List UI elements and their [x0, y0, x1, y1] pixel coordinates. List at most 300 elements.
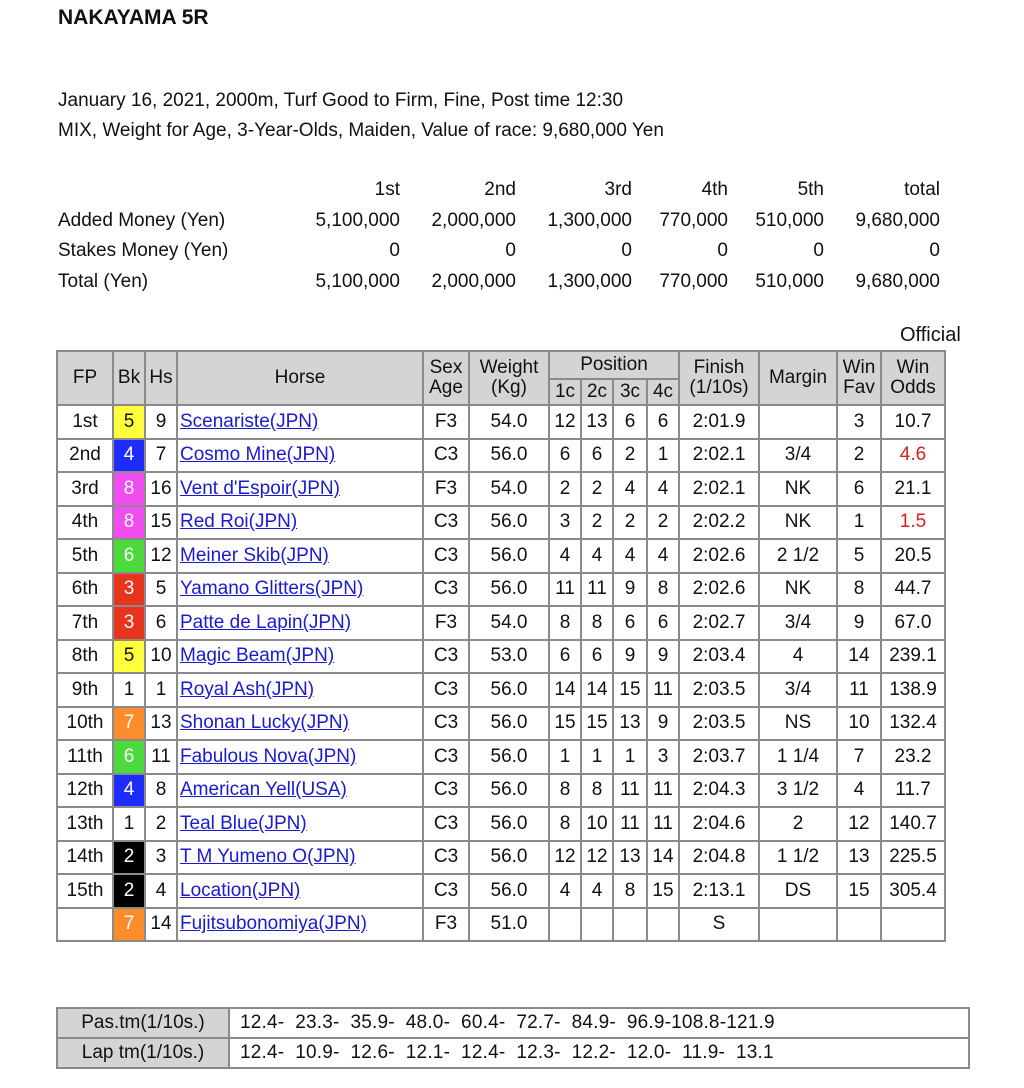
- corner-1: 12: [549, 841, 581, 875]
- win-favorite: 6: [837, 472, 881, 506]
- official-label: Official: [900, 324, 961, 346]
- table-row: [57, 707, 945, 741]
- weight: 54.0: [469, 606, 549, 640]
- header-corner-3: 3c: [613, 379, 647, 405]
- sex-age: F3: [423, 908, 469, 942]
- table-row: [57, 573, 945, 607]
- weight: 54.0: [469, 405, 549, 439]
- margin: 2 1/2: [759, 539, 837, 573]
- win-favorite: 13: [837, 841, 881, 875]
- margin: 3/4: [759, 439, 837, 473]
- win-odds: 10.7: [881, 405, 945, 439]
- sex-age: C3: [423, 640, 469, 674]
- horse-name: [177, 405, 423, 439]
- bracket-number: 4: [113, 774, 145, 808]
- win-odds: 132.4: [881, 707, 945, 741]
- header-corner-1: 1c: [549, 379, 581, 405]
- horse-link[interactable]: Shonan Lucky(JPN): [180, 712, 349, 734]
- finish-time: 2:02.6: [679, 573, 759, 607]
- weight: 54.0: [469, 472, 549, 506]
- bracket-number: 7: [113, 908, 145, 942]
- table-row: [57, 874, 945, 908]
- corner-1: 4: [549, 874, 581, 908]
- bracket-number: 1: [113, 673, 145, 707]
- prize-row-label: Stakes Money (Yen): [58, 240, 229, 262]
- corner-2: 4: [581, 539, 613, 573]
- win-favorite: 8: [837, 573, 881, 607]
- table-row: [57, 774, 945, 808]
- prize-header-4th: 4th: [701, 179, 728, 201]
- horse-number: 5: [145, 573, 177, 607]
- finish-time: S: [679, 908, 759, 942]
- weight: 56.0: [469, 774, 549, 808]
- header-horse-number: Hs: [145, 351, 177, 405]
- finish-position: 11th: [57, 740, 113, 774]
- header-bracket: Bk: [113, 351, 145, 405]
- corner-4: 15: [647, 874, 679, 908]
- prize-row-total: [56, 267, 940, 298]
- prize-header-total: total: [904, 179, 940, 201]
- prize-value: 0: [389, 240, 400, 262]
- corner-4: 4: [647, 539, 679, 573]
- win-favorite: 9: [837, 606, 881, 640]
- corner-4: 11: [647, 774, 679, 808]
- margin: 4: [759, 640, 837, 674]
- prize-value: 9,680,000: [855, 209, 940, 231]
- win-favorite: 10: [837, 707, 881, 741]
- horse-link[interactable]: T M Yumeno O(JPN): [180, 846, 356, 868]
- corner-2: 11: [581, 573, 613, 607]
- finish-time: 2:03.4: [679, 640, 759, 674]
- corner-4: 6: [647, 606, 679, 640]
- sex-age: C3: [423, 506, 469, 540]
- finish-position: 15th: [57, 874, 113, 908]
- sex-age: C3: [423, 539, 469, 573]
- corner-2: 10: [581, 807, 613, 841]
- weight: 56.0: [469, 506, 549, 540]
- corner-2: 2: [581, 472, 613, 506]
- weight: 56.0: [469, 841, 549, 875]
- win-favorite: [837, 908, 881, 942]
- margin: 3/4: [759, 606, 837, 640]
- win-favorite: 7: [837, 740, 881, 774]
- corner-3: 2: [613, 439, 647, 473]
- finish-position: 3rd: [57, 472, 113, 506]
- win-favorite: 1: [837, 506, 881, 540]
- sex-age: F3: [423, 472, 469, 506]
- sex-age: F3: [423, 606, 469, 640]
- horse-name: [177, 673, 423, 707]
- table-row: [57, 606, 945, 640]
- corner-3: 13: [613, 841, 647, 875]
- prize-value: 1,300,000: [547, 209, 632, 231]
- horse-name: [177, 439, 423, 473]
- win-odds: 1.5: [881, 506, 945, 540]
- margin: 3/4: [759, 673, 837, 707]
- margin: NK: [759, 506, 837, 540]
- prize-header-blank: [56, 175, 294, 206]
- corner-2: 6: [581, 439, 613, 473]
- sex-age: C3: [423, 874, 469, 908]
- margin: 1 1/4: [759, 740, 837, 774]
- corner-3: 9: [613, 573, 647, 607]
- bracket-number: 3: [113, 573, 145, 607]
- horse-link[interactable]: American Yell(USA): [180, 779, 347, 801]
- results-body: [57, 405, 945, 941]
- prize-header-3rd: 3rd: [604, 179, 632, 201]
- header-win-odds: Win Odds: [881, 351, 945, 405]
- corner-1: 4: [549, 539, 581, 573]
- lap-times-table: [56, 1007, 970, 1069]
- prize-header-1st: 1st: [374, 179, 400, 201]
- horse-link[interactable]: Teal Blue(JPN): [180, 812, 307, 834]
- prize-value: 5,100,000: [315, 209, 400, 231]
- horse-name: [177, 874, 423, 908]
- finish-position: [57, 908, 113, 942]
- finish-time: 2:02.1: [679, 439, 759, 473]
- prize-header-5th: 5th: [797, 179, 824, 201]
- corner-4: 1: [647, 439, 679, 473]
- corner-1: 8: [549, 774, 581, 808]
- finish-position: 5th: [57, 539, 113, 573]
- finish-time: 2:02.7: [679, 606, 759, 640]
- finish-position: 1st: [57, 405, 113, 439]
- bracket-number: 5: [113, 405, 145, 439]
- horse-name: [177, 573, 423, 607]
- bracket-number: 1: [113, 807, 145, 841]
- sex-age: C3: [423, 807, 469, 841]
- prize-row-label: Added Money (Yen): [58, 209, 226, 231]
- weight: 56.0: [469, 740, 549, 774]
- horse-name: [177, 807, 423, 841]
- finish-time: 2:03.5: [679, 673, 759, 707]
- finish-time: 2:02.6: [679, 539, 759, 573]
- page-title: NAKAYAMA 5R: [58, 6, 209, 29]
- prize-value: 9,680,000: [855, 270, 940, 292]
- horse-number: 6: [145, 606, 177, 640]
- win-favorite: 2: [837, 439, 881, 473]
- margin: NK: [759, 472, 837, 506]
- finish-position: 10th: [57, 707, 113, 741]
- win-odds: 138.9: [881, 673, 945, 707]
- horse-number: 14: [145, 908, 177, 942]
- header-corner-2: 2c: [581, 379, 613, 405]
- margin: 2: [759, 807, 837, 841]
- header-win-fav: Win Fav: [837, 351, 881, 405]
- corner-4: 9: [647, 640, 679, 674]
- bracket-number: 8: [113, 506, 145, 540]
- corner-3: 4: [613, 539, 647, 573]
- corner-3: 11: [613, 807, 647, 841]
- win-odds: 44.7: [881, 573, 945, 607]
- prize-value: 0: [621, 240, 632, 262]
- table-row: [57, 841, 945, 875]
- sex-age: C3: [423, 841, 469, 875]
- corner-3: 15: [613, 673, 647, 707]
- corner-4: 6: [647, 405, 679, 439]
- corner-4: 11: [647, 673, 679, 707]
- horse-link[interactable]: Fujitsubonomiya(JPN): [180, 913, 367, 935]
- horse-number: 9: [145, 405, 177, 439]
- corner-2: [581, 908, 613, 942]
- win-odds: 11.7: [881, 774, 945, 808]
- table-row: [57, 506, 945, 540]
- header-sex-age: Sex Age: [423, 351, 469, 405]
- sex-age: C3: [423, 740, 469, 774]
- bracket-number: 8: [113, 472, 145, 506]
- corner-1: 1: [549, 740, 581, 774]
- corner-1: [549, 908, 581, 942]
- margin: 1 1/2: [759, 841, 837, 875]
- prize-value: 0: [929, 240, 940, 262]
- corner-1: 6: [549, 439, 581, 473]
- corner-4: 8: [647, 573, 679, 607]
- horse-number: 2: [145, 807, 177, 841]
- corner-1: 8: [549, 606, 581, 640]
- horse-name: [177, 606, 423, 640]
- win-odds: 4.6: [881, 439, 945, 473]
- horse-link[interactable]: Cosmo Mine(JPN): [180, 444, 336, 466]
- horse-link[interactable]: Scenariste(JPN): [180, 410, 319, 432]
- corner-4: [647, 908, 679, 942]
- horse-number: 4: [145, 874, 177, 908]
- horse-name: [177, 506, 423, 540]
- corner-1: 11: [549, 573, 581, 607]
- finish-time: 2:03.7: [679, 740, 759, 774]
- sex-age: C3: [423, 573, 469, 607]
- horse-name: [177, 774, 423, 808]
- header-corner-4: 4c: [647, 379, 679, 405]
- finish-time: 2:02.1: [679, 472, 759, 506]
- horse-name: [177, 539, 423, 573]
- prize-header-2nd: 2nd: [484, 179, 516, 201]
- horse-link[interactable]: Vent d'Espoir(JPN): [180, 477, 340, 499]
- corner-1: 3: [549, 506, 581, 540]
- prize-value: 510,000: [755, 270, 824, 292]
- win-favorite: 15: [837, 874, 881, 908]
- margin: [759, 405, 837, 439]
- corner-1: 14: [549, 673, 581, 707]
- horse-number: 11: [145, 740, 177, 774]
- horse-number: 15: [145, 506, 177, 540]
- header-position: Position: [549, 351, 679, 379]
- bracket-number: 6: [113, 740, 145, 774]
- header-finish: Finish (1/10s): [679, 351, 759, 405]
- margin: NS: [759, 707, 837, 741]
- horse-number: 13: [145, 707, 177, 741]
- lap-time-row: [57, 1038, 969, 1068]
- bracket-number: 2: [113, 841, 145, 875]
- corner-4: 4: [647, 472, 679, 506]
- corner-1: 15: [549, 707, 581, 741]
- weight: 56.0: [469, 707, 549, 741]
- finish-position: 2nd: [57, 439, 113, 473]
- weight: 56.0: [469, 539, 549, 573]
- corner-2: 8: [581, 774, 613, 808]
- margin: NK: [759, 573, 837, 607]
- weight: 56.0: [469, 573, 549, 607]
- bracket-number: 2: [113, 874, 145, 908]
- win-odds: 140.7: [881, 807, 945, 841]
- prize-value: 1,300,000: [547, 270, 632, 292]
- finish-position: 4th: [57, 506, 113, 540]
- corner-4: 3: [647, 740, 679, 774]
- horse-number: 7: [145, 439, 177, 473]
- win-odds: 21.1: [881, 472, 945, 506]
- win-odds: 239.1: [881, 640, 945, 674]
- header-weight: Weight (Kg): [469, 351, 549, 405]
- corner-2: 1: [581, 740, 613, 774]
- finish-time: 2:13.1: [679, 874, 759, 908]
- weight: 56.0: [469, 807, 549, 841]
- header-fp: FP: [57, 351, 113, 405]
- prize-value: 0: [717, 240, 728, 262]
- prize-row-added: [56, 206, 940, 237]
- corner-3: 11: [613, 774, 647, 808]
- horse-name: [177, 908, 423, 942]
- corner-4: 9: [647, 707, 679, 741]
- prize-value: 0: [813, 240, 824, 262]
- corner-2: 12: [581, 841, 613, 875]
- prize-value: 0: [505, 240, 516, 262]
- table-row: [57, 539, 945, 573]
- finish-position: 6th: [57, 573, 113, 607]
- horse-link[interactable]: Location(JPN): [180, 879, 301, 901]
- bracket-number: 7: [113, 707, 145, 741]
- lap-time-label: Lap tm(1/10s.): [57, 1038, 229, 1068]
- corner-3: 1: [613, 740, 647, 774]
- prize-header-row: [56, 175, 940, 206]
- table-row: [57, 673, 945, 707]
- horse-link[interactable]: Royal Ash(JPN): [180, 678, 315, 700]
- finish-position: 14th: [57, 841, 113, 875]
- passing-time-values: 12.4- 23.3- 35.9- 48.0- 60.4- 72.7- 84.9- 96.9-108.8-121.9: [229, 1008, 969, 1038]
- sex-age: F3: [423, 405, 469, 439]
- results-header-row: [57, 351, 945, 379]
- finish-time: 2:04.6: [679, 807, 759, 841]
- win-odds: [881, 908, 945, 942]
- corner-4: 11: [647, 807, 679, 841]
- win-odds: 67.0: [881, 606, 945, 640]
- horse-link[interactable]: Meiner Skib(JPN): [180, 544, 329, 566]
- margin: DS: [759, 874, 837, 908]
- table-row: [57, 405, 945, 439]
- horse-number: 10: [145, 640, 177, 674]
- bracket-number: 5: [113, 640, 145, 674]
- horse-number: 16: [145, 472, 177, 506]
- prize-row-stakes: [56, 236, 940, 267]
- weight: 56.0: [469, 673, 549, 707]
- horse-link[interactable]: Patte de Lapin(JPN): [180, 611, 352, 633]
- weight: 56.0: [469, 439, 549, 473]
- corner-2: 4: [581, 874, 613, 908]
- corner-3: 6: [613, 606, 647, 640]
- corner-4: 14: [647, 841, 679, 875]
- weight: 51.0: [469, 908, 549, 942]
- prize-value: 5,100,000: [315, 270, 400, 292]
- prize-row-label: Total (Yen): [58, 270, 149, 292]
- horse-link[interactable]: Fabulous Nova(JPN): [180, 745, 357, 767]
- win-odds: 20.5: [881, 539, 945, 573]
- bracket-number: 4: [113, 439, 145, 473]
- corner-3: 8: [613, 874, 647, 908]
- finish-time: 2:04.3: [679, 774, 759, 808]
- finish-position: 8th: [57, 640, 113, 674]
- corner-2: 15: [581, 707, 613, 741]
- horse-number: 3: [145, 841, 177, 875]
- horse-name: [177, 472, 423, 506]
- win-odds: 225.5: [881, 841, 945, 875]
- win-favorite: 5: [837, 539, 881, 573]
- horse-number: 1: [145, 673, 177, 707]
- margin: 3 1/2: [759, 774, 837, 808]
- win-favorite: 11: [837, 673, 881, 707]
- corner-2: 8: [581, 606, 613, 640]
- corner-3: [613, 908, 647, 942]
- sex-age: C3: [423, 774, 469, 808]
- finish-time: 2:04.8: [679, 841, 759, 875]
- weight: 56.0: [469, 874, 549, 908]
- sex-age: C3: [423, 707, 469, 741]
- bracket-number: 6: [113, 539, 145, 573]
- corner-3: 4: [613, 472, 647, 506]
- corner-3: 13: [613, 707, 647, 741]
- finish-time: 2:02.2: [679, 506, 759, 540]
- prize-value: 510,000: [755, 209, 824, 231]
- win-favorite: 4: [837, 774, 881, 808]
- win-favorite: 14: [837, 640, 881, 674]
- bracket-number: 3: [113, 606, 145, 640]
- corner-1: 6: [549, 640, 581, 674]
- prize-value: 2,000,000: [431, 270, 516, 292]
- sex-age: C3: [423, 673, 469, 707]
- race-info-line-2: MIX, Weight for Age, 3-Year-Olds, Maiden, Value of race: 9,680,000 Yen: [58, 120, 664, 141]
- table-row: [57, 908, 945, 942]
- prize-money-table: [56, 175, 940, 297]
- corner-2: 14: [581, 673, 613, 707]
- prize-value: 2,000,000: [431, 209, 516, 231]
- table-row: [57, 439, 945, 473]
- horse-number: 12: [145, 539, 177, 573]
- corner-1: 2: [549, 472, 581, 506]
- horse-name: [177, 841, 423, 875]
- finish-time: 2:03.5: [679, 707, 759, 741]
- corner-2: 6: [581, 640, 613, 674]
- horse-link[interactable]: Magic Beam(JPN): [180, 645, 335, 667]
- horse-number: 8: [145, 774, 177, 808]
- weight: 53.0: [469, 640, 549, 674]
- corner-2: 2: [581, 506, 613, 540]
- lap-time-values: 12.4- 10.9- 12.6- 12.1- 12.4- 12.3- 12.2- 12.0- 11.9- 13.1: [229, 1038, 969, 1068]
- corner-3: 2: [613, 506, 647, 540]
- finish-position: 12th: [57, 774, 113, 808]
- race-info-line-1: January 16, 2021, 2000m, Turf Good to Firm, Fine, Post time 12:30: [58, 90, 624, 111]
- win-odds: 23.2: [881, 740, 945, 774]
- table-row: [57, 640, 945, 674]
- finish-time: 2:01.9: [679, 405, 759, 439]
- corner-1: 12: [549, 405, 581, 439]
- passing-time-row: [57, 1008, 969, 1038]
- horse-link[interactable]: Red Roi(JPN): [180, 511, 298, 533]
- finish-position: 13th: [57, 807, 113, 841]
- win-odds: 305.4: [881, 874, 945, 908]
- corner-2: 13: [581, 405, 613, 439]
- horse-name: [177, 640, 423, 674]
- sex-age: C3: [423, 439, 469, 473]
- margin: [759, 908, 837, 942]
- corner-3: 6: [613, 405, 647, 439]
- horse-link[interactable]: Yamano Glitters(JPN): [180, 578, 364, 600]
